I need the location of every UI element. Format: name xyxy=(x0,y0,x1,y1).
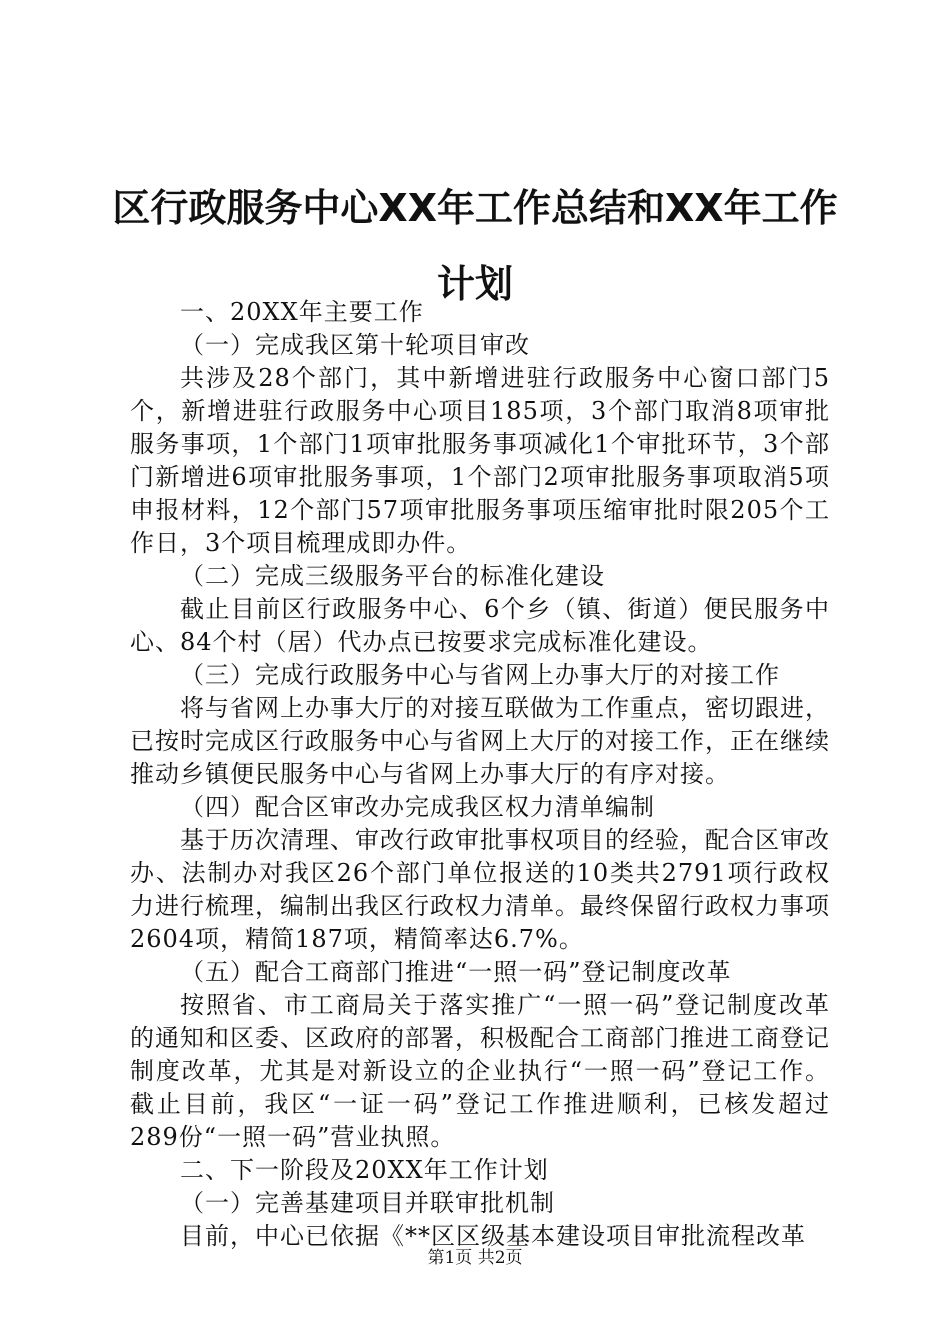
body-paragraph: 基于历次清理、审改行政审批事权项目的经验，配合区审改办、法制办对我区26个部门单位报送的10类共2791项行政权力进行梳理，编制出我区行政权力清单。最终保留行政权力事项2604项，精简187项，精简率达6.7%。 xyxy=(130,826,830,953)
body-paragraph: 按照省、市工商局关于落实推广“一照一码”登记制度改革的通知和区委、区政府的部署，积极配合工商部门推进工商登记制度改革，尤其是对新设立的企业执行“一照一码”登记工作。截止目前，我区“一证一码”登记工作推进顺利，已核发超过289份“一照一码”营业执照。 xyxy=(130,991,830,1151)
body-paragraph: 截止目前区行政服务中心、6个乡（镇、街道）便民服务中心、84个村（居）代办点已按要求完成标准化建设。 xyxy=(130,595,830,656)
section-heading: 二、下一阶段及20XX年工作计划 xyxy=(180,1156,549,1184)
subsection-heading: （五）配合工商部门推进“一照一码”登记制度改革 xyxy=(180,958,732,986)
subsection-heading: （一）完善基建项目并联审批机制 xyxy=(180,1189,555,1217)
subsection-heading: （一）完成我区第十轮项目审改 xyxy=(180,331,530,359)
body-paragraph: 将与省网上办事大厅的对接互联做为工作重点，密切跟进，已按时完成区行政服务中心与省网上大厅的对接工作，正在继续推动乡镇便民服务中心与省网上办事大厅的有序对接。 xyxy=(130,694,830,788)
subsection-heading: （二）完成三级服务平台的标准化建设 xyxy=(180,562,605,590)
subsection-heading: （四）配合区审改办完成我区权力清单编制 xyxy=(180,793,655,821)
section-heading: 一、20XX年主要工作 xyxy=(180,298,424,326)
document-body xyxy=(130,296,830,1253)
page-footer: 第1页 共2页 xyxy=(427,1248,523,1268)
body-paragraph: 共涉及28个部门，其中新增进驻行政服务中心窗口部门5个，新增进驻行政服务中心项目185项，3个部门取消8项审批服务事项，1个部门1项审批服务事项减化1个审批环节，3个部门新增进6项审批服务事项，1个部门2项审批服务事项取消5项申报材料，12个部门57项审批服务事项压缩审批时限205个工作日，3个项目梳理成即办件。 xyxy=(130,364,830,557)
document-title: 区行政服务中心XX年工作总结和XX年工作计划 xyxy=(112,186,838,306)
body-paragraph: 目前，中心已依据《**区区级基本建设项目审批流程改革 xyxy=(180,1222,806,1250)
subsection-heading: （三）完成行政服务中心与省网上办事大厅的对接工作 xyxy=(180,661,780,689)
